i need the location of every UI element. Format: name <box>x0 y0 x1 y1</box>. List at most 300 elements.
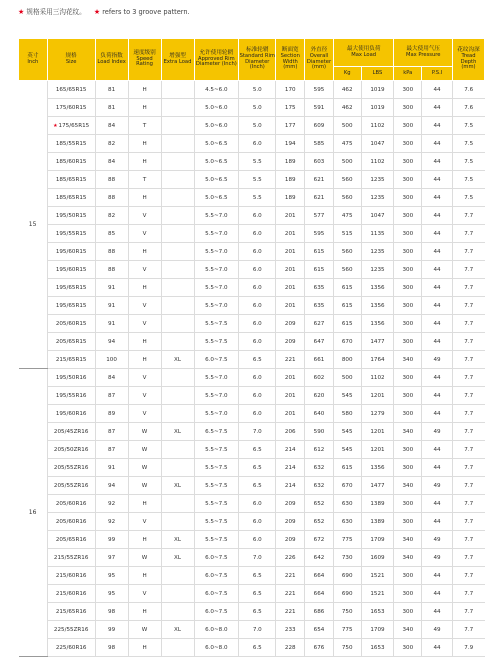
cell-lbs: 1609 <box>361 549 394 567</box>
cell-psi: 44 <box>422 585 453 603</box>
cell-psi: 44 <box>422 279 453 297</box>
cell-od: 686 <box>305 603 334 621</box>
cell-sr: W <box>128 423 161 441</box>
cell-td: 7.7 <box>452 207 484 225</box>
cell-psi: 44 <box>422 225 453 243</box>
cell-li: 98 <box>95 639 128 657</box>
cell-rim: 5.5~7.0 <box>194 369 239 387</box>
cell-std: 6.0 <box>239 369 276 387</box>
cell-lbs: 1653 <box>361 603 394 621</box>
cell-sr: H <box>128 603 161 621</box>
cell-li: 88 <box>95 189 128 207</box>
cell-lbs: 1235 <box>361 261 394 279</box>
cell-std: 5.5 <box>239 189 276 207</box>
cell-std: 6.5 <box>239 351 276 369</box>
size-label: 225/60R16 <box>55 644 87 651</box>
cell-kg: 775 <box>333 621 361 639</box>
size-label: 205/55ZR16 <box>53 482 89 489</box>
cell-kpa: 300 <box>394 153 422 171</box>
cell-sw: 226 <box>276 549 305 567</box>
cell-sw: 221 <box>276 567 305 585</box>
size-cell <box>47 153 95 171</box>
cell-psi: 44 <box>422 261 453 279</box>
cell-td: 7.7 <box>452 369 484 387</box>
cell-od: 647 <box>305 333 334 351</box>
cell-li: 92 <box>95 513 128 531</box>
cell-std: 6.0 <box>239 243 276 261</box>
cell-lbs: 1019 <box>361 99 394 117</box>
cell-sw: 221 <box>276 351 305 369</box>
table-row <box>19 531 485 549</box>
table-row <box>19 585 485 603</box>
cell-lbs: 1201 <box>361 423 394 441</box>
cell-kpa: 300 <box>394 243 422 261</box>
cell-std: 5.5 <box>239 153 276 171</box>
cell-kg: 560 <box>333 189 361 207</box>
cell-sw: 177 <box>276 117 305 135</box>
header-max-load: 最大使用负荷 Max Load <box>333 39 394 67</box>
cell-td: 7.7 <box>452 405 484 423</box>
size-label: 205/60R16 <box>55 518 87 525</box>
size-cell <box>47 603 95 621</box>
cell-td: 7.7 <box>452 279 484 297</box>
cell-std: 6.5 <box>239 585 276 603</box>
cell-od: 632 <box>305 477 334 495</box>
cell-xl <box>161 261 194 279</box>
size-label: 185/60R15 <box>55 158 87 165</box>
cell-psi: 44 <box>422 315 453 333</box>
cell-xl <box>161 279 194 297</box>
cell-rim: 5.5~7.5 <box>194 459 239 477</box>
cell-xl <box>161 459 194 477</box>
cell-rim: 4.5~6.0 <box>194 81 239 99</box>
cell-sw: 201 <box>276 225 305 243</box>
cell-rim: 5.5~7.0 <box>194 387 239 405</box>
cell-td: 7.7 <box>452 315 484 333</box>
spec-table-wrapper <box>18 38 485 657</box>
cell-sw: 228 <box>276 639 305 657</box>
cell-kpa: 300 <box>394 333 422 351</box>
cell-kg: 475 <box>333 135 361 153</box>
cell-od: 591 <box>305 99 334 117</box>
cell-lbs: 1521 <box>361 585 394 603</box>
cell-lbs: 1235 <box>361 189 394 207</box>
size-label: 205/65R16 <box>55 536 87 543</box>
cell-lbs: 1235 <box>361 171 394 189</box>
size-cell <box>47 387 95 405</box>
cell-psi: 44 <box>422 387 453 405</box>
header-psi: P.S.I <box>422 67 453 81</box>
cell-td: 7.7 <box>452 243 484 261</box>
cell-lbs: 1389 <box>361 513 394 531</box>
cell-rim: 6.0~8.0 <box>194 621 239 639</box>
cell-lbs: 1709 <box>361 531 394 549</box>
cell-lbs: 1356 <box>361 297 394 315</box>
size-label: 195/65R15 <box>55 284 87 291</box>
cell-rim: 5.0~6.5 <box>194 135 239 153</box>
cell-li: 94 <box>95 477 128 495</box>
cell-lbs: 1764 <box>361 351 394 369</box>
cell-psi: 49 <box>422 549 453 567</box>
cell-td: 7.7 <box>452 225 484 243</box>
cell-li: 91 <box>95 297 128 315</box>
cell-od: 603 <box>305 153 334 171</box>
cell-lbs: 1135 <box>361 225 394 243</box>
cell-kpa: 300 <box>394 297 422 315</box>
cell-od: 635 <box>305 297 334 315</box>
cell-kg: 560 <box>333 261 361 279</box>
cell-psi: 44 <box>422 333 453 351</box>
header-lbs: LBS <box>361 67 394 81</box>
cell-li: 87 <box>95 387 128 405</box>
cell-sr: V <box>128 207 161 225</box>
cell-li: 95 <box>95 567 128 585</box>
cell-td: 7.7 <box>452 495 484 513</box>
size-cell <box>47 81 95 99</box>
cell-psi: 44 <box>422 603 453 621</box>
cell-sr: H <box>128 189 161 207</box>
cell-sr: H <box>128 495 161 513</box>
cell-rim: 6.0~7.5 <box>194 549 239 567</box>
cell-rim: 5.0~6.0 <box>194 117 239 135</box>
cell-od: 585 <box>305 135 334 153</box>
size-label: 185/55R15 <box>55 140 87 147</box>
size-label: 185/65R15 <box>55 194 87 201</box>
cell-kg: 630 <box>333 495 361 513</box>
cell-od: 661 <box>305 351 334 369</box>
cell-sw: 201 <box>276 405 305 423</box>
cell-rim: 5.5~7.5 <box>194 477 239 495</box>
cell-li: 88 <box>95 171 128 189</box>
cell-sw: 201 <box>276 243 305 261</box>
cell-sw: 206 <box>276 423 305 441</box>
header-speed-rating: 速度级别 Speed Rating <box>128 39 161 81</box>
cell-xl <box>161 225 194 243</box>
size-label: 195/50R15 <box>55 212 87 219</box>
cell-kg: 515 <box>333 225 361 243</box>
header-inch: 英寸 Inch <box>19 39 48 81</box>
size-cell <box>47 351 95 369</box>
cell-kpa: 300 <box>394 405 422 423</box>
cell-xl <box>161 171 194 189</box>
cell-td: 7.7 <box>452 459 484 477</box>
cell-sr: H <box>128 81 161 99</box>
cell-od: 664 <box>305 585 334 603</box>
cell-li: 85 <box>95 225 128 243</box>
cell-kpa: 300 <box>394 171 422 189</box>
cell-kpa: 300 <box>394 387 422 405</box>
cell-psi: 44 <box>422 207 453 225</box>
table-row <box>19 333 485 351</box>
cell-kpa: 300 <box>394 369 422 387</box>
cell-td: 7.7 <box>452 333 484 351</box>
cell-rim: 5.0~6.0 <box>194 99 239 117</box>
cell-rim: 5.5~7.5 <box>194 441 239 459</box>
cell-td: 7.7 <box>452 387 484 405</box>
cell-rim: 5.5~7.0 <box>194 243 239 261</box>
size-cell <box>47 423 95 441</box>
cell-sr: V <box>128 297 161 315</box>
cell-li: 99 <box>95 531 128 549</box>
cell-xl <box>161 585 194 603</box>
size-cell <box>47 189 95 207</box>
size-label: 165/65R15 <box>55 86 87 93</box>
cell-kpa: 300 <box>394 225 422 243</box>
cell-li: 84 <box>95 117 128 135</box>
cell-xl <box>161 207 194 225</box>
cell-od: 627 <box>305 315 334 333</box>
cell-od: 640 <box>305 405 334 423</box>
cell-kpa: 300 <box>394 315 422 333</box>
cell-od: 652 <box>305 513 334 531</box>
cell-psi: 44 <box>422 495 453 513</box>
cell-li: 88 <box>95 261 128 279</box>
size-label: 215/55ZR16 <box>53 554 89 561</box>
table-row <box>19 387 485 405</box>
cell-sw: 175 <box>276 99 305 117</box>
cell-lbs: 1477 <box>361 333 394 351</box>
cell-rim: 5.5~7.0 <box>194 297 239 315</box>
cell-td: 7.5 <box>452 171 484 189</box>
cell-sr: V <box>128 405 161 423</box>
cell-li: 100 <box>95 351 128 369</box>
cell-lbs: 1102 <box>361 369 394 387</box>
cell-kpa: 340 <box>394 477 422 495</box>
cell-od: 577 <box>305 207 334 225</box>
note-en: refers to 3 groove pattern. <box>102 8 190 16</box>
table-row <box>19 261 485 279</box>
cell-kg: 730 <box>333 549 361 567</box>
table-row <box>19 117 485 135</box>
cell-kg: 615 <box>333 459 361 477</box>
cell-td: 7.7 <box>452 585 484 603</box>
cell-od: 620 <box>305 387 334 405</box>
cell-sw: 214 <box>276 459 305 477</box>
cell-xl: XL <box>161 531 194 549</box>
table-row <box>19 135 485 153</box>
size-cell <box>47 99 95 117</box>
cell-std: 6.0 <box>239 405 276 423</box>
table-row <box>19 369 485 387</box>
cell-td: 7.9 <box>452 639 484 657</box>
cell-std: 5.0 <box>239 99 276 117</box>
cell-std: 5.0 <box>239 81 276 99</box>
cell-lbs: 1102 <box>361 117 394 135</box>
cell-lbs: 1201 <box>361 387 394 405</box>
cell-lbs: 1521 <box>361 567 394 585</box>
cell-std: 6.0 <box>239 297 276 315</box>
cell-rim: 6.0~7.5 <box>194 567 239 585</box>
cell-od: 595 <box>305 225 334 243</box>
cell-std: 6.5 <box>239 603 276 621</box>
cell-std: 6.0 <box>239 333 276 351</box>
size-label: 215/65R15 <box>55 356 87 363</box>
cell-xl <box>161 567 194 585</box>
cell-li: 97 <box>95 549 128 567</box>
cell-std: 6.0 <box>239 315 276 333</box>
cell-lbs: 1047 <box>361 135 394 153</box>
cell-sr: V <box>128 225 161 243</box>
table-row <box>19 513 485 531</box>
header-kpa: kPa <box>394 67 422 81</box>
cell-xl <box>161 495 194 513</box>
cell-psi: 44 <box>422 117 453 135</box>
cell-od: 621 <box>305 189 334 207</box>
cell-od: 615 <box>305 243 334 261</box>
cell-xl <box>161 405 194 423</box>
inch-cell: 16 <box>19 369 48 657</box>
cell-psi: 49 <box>422 477 453 495</box>
cell-lbs: 1201 <box>361 441 394 459</box>
cell-rim: 5.5~7.5 <box>194 333 239 351</box>
cell-kpa: 300 <box>394 207 422 225</box>
cell-xl <box>161 117 194 135</box>
cell-li: 99 <box>95 621 128 639</box>
table-row <box>19 351 485 369</box>
cell-li: 91 <box>95 459 128 477</box>
cell-kg: 690 <box>333 585 361 603</box>
spec-table <box>18 38 485 657</box>
table-row <box>19 603 485 621</box>
cell-rim: 5.5~7.0 <box>194 405 239 423</box>
cell-kpa: 300 <box>394 81 422 99</box>
cell-kpa: 300 <box>394 189 422 207</box>
cell-std: 6.0 <box>239 225 276 243</box>
cell-od: 615 <box>305 261 334 279</box>
cell-sw: 201 <box>276 387 305 405</box>
cell-kg: 630 <box>333 513 361 531</box>
cell-sw: 209 <box>276 513 305 531</box>
cell-std: 6.5 <box>239 441 276 459</box>
size-label: 175/65R15 <box>58 122 90 129</box>
cell-std: 6.0 <box>239 495 276 513</box>
size-label: 205/65R15 <box>55 338 87 345</box>
cell-std: 6.5 <box>239 567 276 585</box>
cell-kpa: 300 <box>394 261 422 279</box>
header-section-width: 断面宽 Section Width (mm) <box>276 39 305 81</box>
cell-sr: W <box>128 621 161 639</box>
cell-std: 5.5 <box>239 171 276 189</box>
cell-sw: 209 <box>276 333 305 351</box>
cell-sw: 233 <box>276 621 305 639</box>
cell-td: 7.7 <box>452 531 484 549</box>
cell-psi: 44 <box>422 369 453 387</box>
cell-kg: 690 <box>333 567 361 585</box>
size-label: 195/55R15 <box>55 230 87 237</box>
cell-kpa: 340 <box>394 423 422 441</box>
table-row <box>19 81 485 99</box>
cell-li: 81 <box>95 99 128 117</box>
cell-sr: W <box>128 477 161 495</box>
cell-sr: H <box>128 333 161 351</box>
cell-kg: 462 <box>333 99 361 117</box>
cell-kpa: 300 <box>394 513 422 531</box>
cell-psi: 44 <box>422 99 453 117</box>
cell-td: 7.6 <box>452 99 484 117</box>
size-label: 195/60R15 <box>55 266 87 273</box>
size-cell <box>47 585 95 603</box>
table-row <box>19 459 485 477</box>
size-label: 215/65R16 <box>55 608 87 615</box>
cell-std: 6.0 <box>239 135 276 153</box>
cell-td: 7.7 <box>452 441 484 459</box>
cell-psi: 44 <box>422 513 453 531</box>
size-cell <box>47 171 95 189</box>
cell-td: 7.7 <box>452 477 484 495</box>
cell-sw: 189 <box>276 171 305 189</box>
cell-xl <box>161 441 194 459</box>
cell-kg: 560 <box>333 171 361 189</box>
cell-sr: V <box>128 369 161 387</box>
cell-li: 94 <box>95 333 128 351</box>
cell-rim: 5.5~7.5 <box>194 495 239 513</box>
cell-lbs: 1047 <box>361 207 394 225</box>
size-label: 195/60R16 <box>55 410 87 417</box>
cell-td: 7.5 <box>452 135 484 153</box>
cell-rim: 6.0~7.5 <box>194 585 239 603</box>
size-cell <box>47 279 95 297</box>
cell-sr: H <box>128 153 161 171</box>
cell-xl: XL <box>161 621 194 639</box>
cell-td: 7.7 <box>452 621 484 639</box>
cell-sw: 221 <box>276 603 305 621</box>
table-row <box>19 207 485 225</box>
cell-td: 7.6 <box>452 81 484 99</box>
cell-kg: 560 <box>333 243 361 261</box>
cell-xl: XL <box>161 423 194 441</box>
size-cell <box>47 135 95 153</box>
cell-li: 87 <box>95 423 128 441</box>
cell-sr: V <box>128 585 161 603</box>
cell-od: 664 <box>305 567 334 585</box>
cell-sw: 194 <box>276 135 305 153</box>
cell-rim: 5.5~7.5 <box>194 315 239 333</box>
cell-sr: H <box>128 351 161 369</box>
spec-table-body <box>19 81 485 657</box>
cell-kpa: 300 <box>394 495 422 513</box>
cell-kpa: 300 <box>394 441 422 459</box>
size-cell <box>47 333 95 351</box>
cell-kg: 545 <box>333 441 361 459</box>
star-mark-icon: ★ <box>53 122 58 129</box>
size-cell <box>47 261 95 279</box>
cell-od: 621 <box>305 171 334 189</box>
cell-sr: V <box>128 315 161 333</box>
cell-sw: 189 <box>276 189 305 207</box>
cell-sr: T <box>128 117 161 135</box>
cell-sr: H <box>128 279 161 297</box>
cell-rim: 5.0~6.5 <box>194 189 239 207</box>
cell-rim: 6.0~7.5 <box>194 603 239 621</box>
cell-std: 7.0 <box>239 621 276 639</box>
cell-td: 7.7 <box>452 603 484 621</box>
table-row <box>19 567 485 585</box>
cell-std: 5.0 <box>239 117 276 135</box>
cell-std: 6.0 <box>239 279 276 297</box>
cell-lbs: 1356 <box>361 315 394 333</box>
size-cell <box>47 315 95 333</box>
cell-kpa: 300 <box>394 99 422 117</box>
cell-xl <box>161 369 194 387</box>
cell-td: 7.5 <box>452 117 484 135</box>
cell-rim: 5.5~7.0 <box>194 225 239 243</box>
note-zh: 规格采用三沟花纹。 <box>26 8 86 16</box>
cell-sw: 201 <box>276 369 305 387</box>
size-cell <box>47 207 95 225</box>
cell-xl <box>161 135 194 153</box>
table-row <box>19 153 485 171</box>
cell-psi: 49 <box>422 621 453 639</box>
